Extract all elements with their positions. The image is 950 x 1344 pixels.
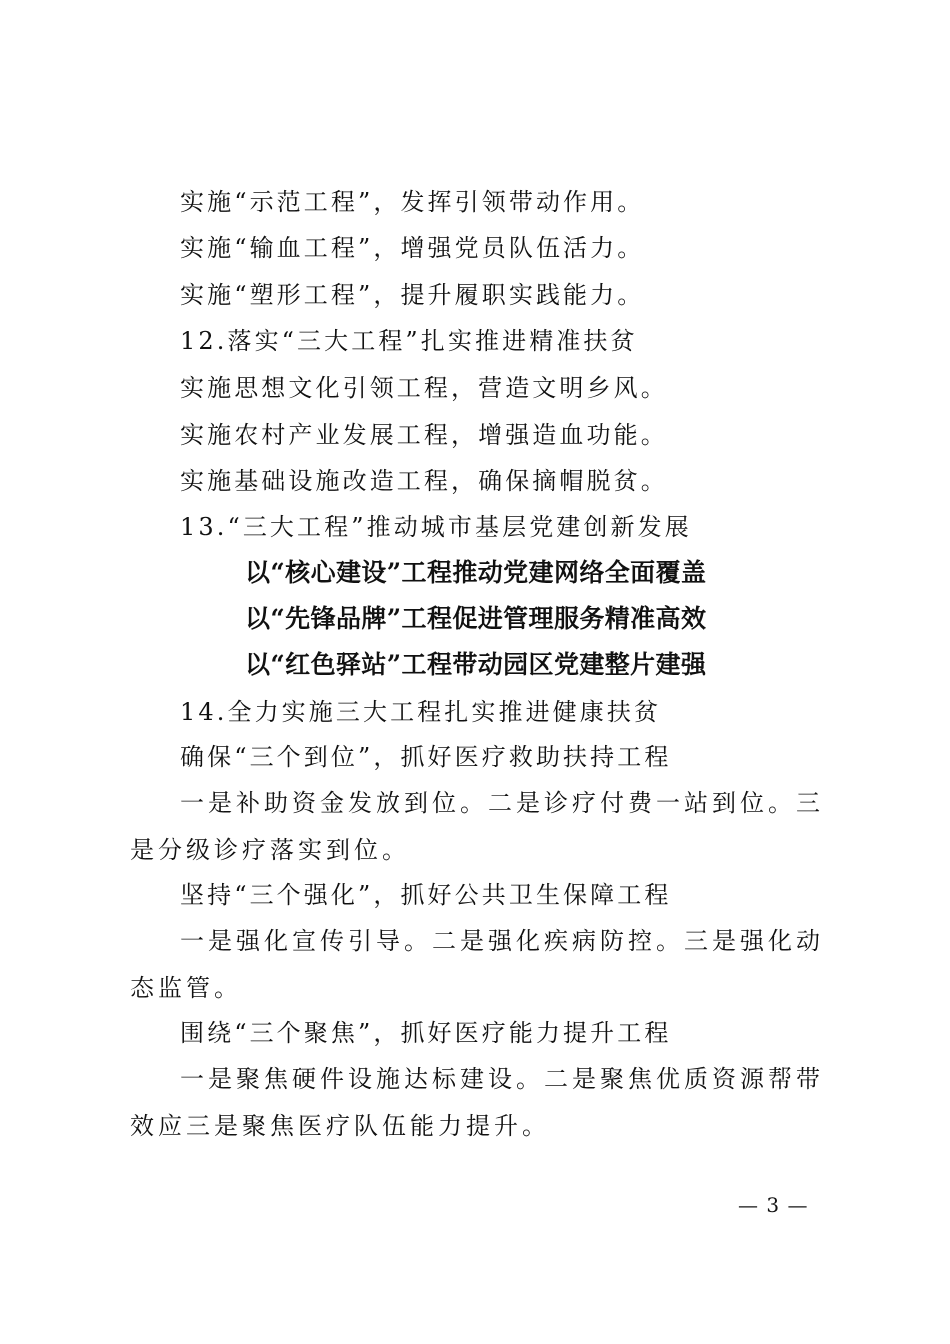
section-heading-12: 12.落实“三大工程”扎实推进精准扶贫 <box>180 327 638 355</box>
paragraph-line: 实施“塑形工程”，提升履职实践能力。 <box>180 281 645 309</box>
bold-subheading: 以“红色驿站”工程带动园区党建整片建强 <box>245 650 707 679</box>
section-heading-14: 14.全力实施三大工程扎实推进健康扶贫 <box>180 698 662 726</box>
bold-subheading: 以“先锋品牌”工程促进管理服务精准高效 <box>245 604 707 633</box>
paragraph-line: 坚持“三个强化”，抓好公共卫生保障工程 <box>180 881 672 909</box>
paragraph-line: 围绕“三个聚焦”，抓好医疗能力提升工程 <box>180 1019 672 1047</box>
paragraph-body: 一是聚焦硬件设施达标建设。二是聚焦优质资源帮带效应三是聚焦医疗队伍能力提升。 <box>130 1065 824 1140</box>
paragraph-line: 实施思想文化引领工程，营造文明乡风。 <box>180 374 668 402</box>
paragraph-body: 一是强化宣传引导。二是强化疾病防控。三是强化动态监管。 <box>130 927 824 1002</box>
bold-subheading: 以“核心建设”工程推动党建网络全面覆盖 <box>245 558 707 587</box>
paragraph-line: 实施“输血工程”，增强党员队伍活力。 <box>180 234 645 262</box>
section-heading-13: 13.“三大工程”推动城市基层党建创新发展 <box>180 513 692 541</box>
paragraph-line: 实施基础设施改造工程，确保摘帽脱贫。 <box>180 467 668 495</box>
paragraph-line: 实施“示范工程”，发挥引领带动作用。 <box>180 188 645 216</box>
paragraph-line: 确保“三个到位”，抓好医疗救助扶持工程 <box>180 743 672 771</box>
page-number: — 3 — <box>738 1193 809 1217</box>
paragraph-body: 一是补助资金发放到位。二是诊疗付费一站到位。三是分级诊疗落实到位。 <box>130 789 824 864</box>
paragraph-line: 实施农村产业发展工程，增强造血功能。 <box>180 421 668 449</box>
